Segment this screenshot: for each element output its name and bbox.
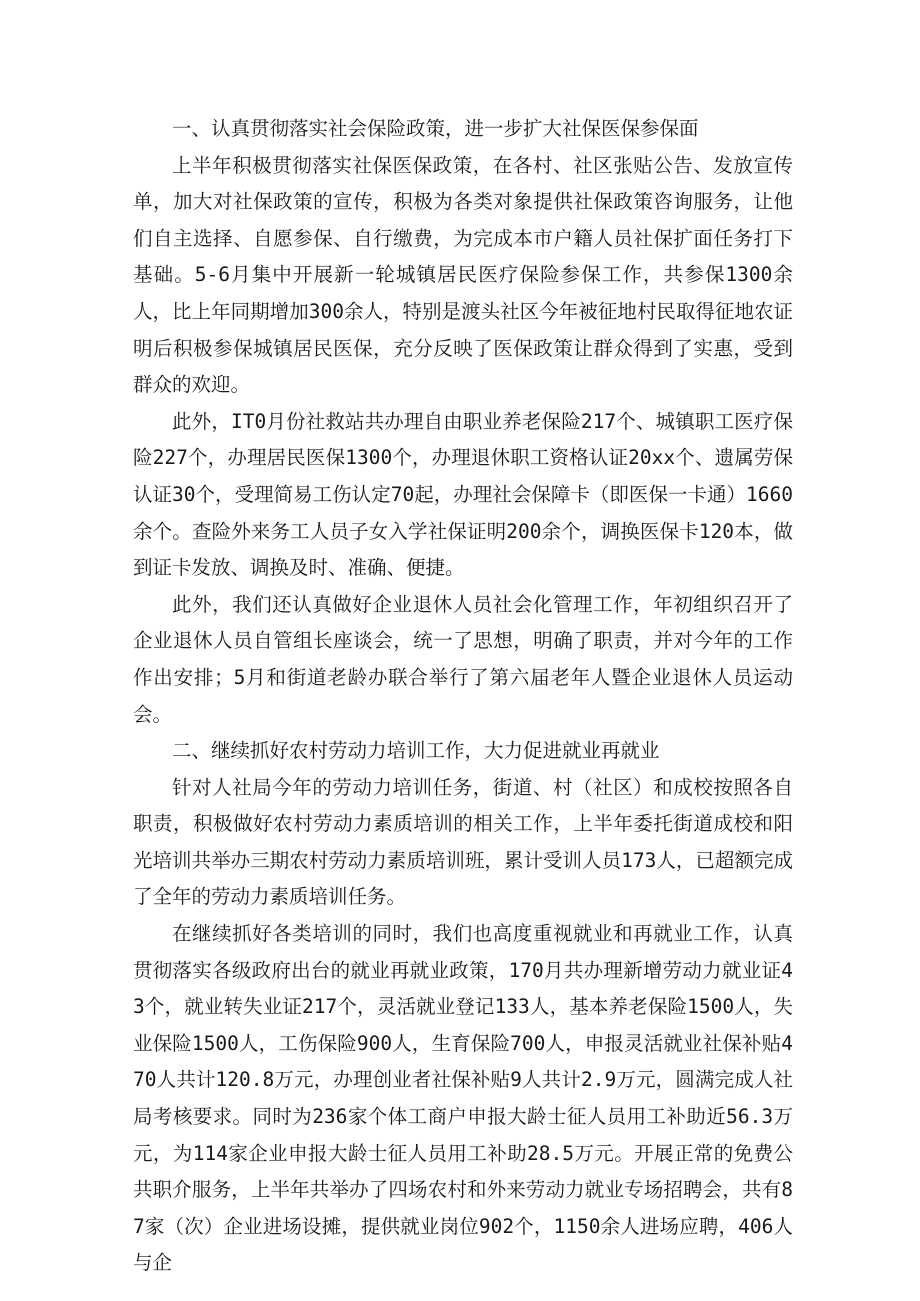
paragraph-1: 上半年积极贯彻落实社保医保政策，在各村、社区张贴公告、发放宣传单，加大对社保政策的宣传，积极为各类对象提供社保政策咨询服务，让他们自主选择、自愿参保、自行缴费，为完成本市户籍人员社保扩面任务打下基础。5-6月集中开展新一轮城镇居民医疗保险参保工作，共参保1300余人，比上年同期增加300余人，特别是渡头社区今年被征地村民取得征地农证明后积极参保城镇居民医保，充分反映了医保政策让群众得到了实惠，受到群众的欢迎。 (133, 153, 793, 397)
paragraph-5: 在继续抓好各类培训的同时，我们也高度重视就业和再就业工作，认真贯彻落实各级政府出台的就业再就业政策，170月共办理新增劳动力就业证43个，就业转失业证217个，灵活就业登记133人，基本养老保险1500人，失业保险1500人，工伤保险900人，生育保险700人，申报灵活就业社保补贴470人共计120.8万元，办理创业者社保补贴9人共计2.9万元，圆满完成人社局考核要求。同时为236家个体工商户申报大龄士征人员用工补助近56.3万元，为114家企业申报大龄士征人员用工补助28.5万元。开展正常的免费公共职介服务，上半年共举办了四场农村和外来劳动力就业专场招聘会，共有87家（次）企业进场设摊，提供就业岗位902个，1150余人进场应聘，406人与企 (133, 922, 793, 1275)
section-heading-1: 一、认真贯彻落实社会保险政策，进一步扩大社保医保参保面 (172, 117, 699, 140)
paragraph-3: 此外，我们还认真做好企业退休人员社会化管理工作，年初组织召开了企业退休人员自管组长座谈会，统一了思想，明确了职责，并对今年的工作作出安排；5月和街道老龄办联合举行了第六届老年人暨企业退休人员运动会。 (133, 592, 793, 726)
paragraph-2: 此外，IT0月份社救站共办理自由职业养老保险217个、城镇职工医疗保险227个，办理居民医保1300个，办理退休职工资格认证20xx个、遗属劳保认证30个，受理简易工伤认定70起，办理社会保障卡（即医保一卡通）1660余个。查险外来务工人员子女入学社保证明200余个，调换医保卡120本，做到证卡发放、调换及时、准确、便捷。 (133, 409, 793, 580)
document-page (133, 111, 793, 1282)
paragraph-4: 针对人社局今年的劳动力培训任务，街道、村（社区）和成校按照各自职责，积极做好农村劳动力素质培训的相关工作，上半年委托街道成校和阳光培训共举办三期农村劳动力素质培训班，累计受训人员173人，已超额完成了全年的劳动力素质培训任务。 (133, 775, 793, 909)
section-heading-2: 二、继续抓好农村劳动力培训工作，大力促进就业再就业 (172, 739, 660, 763)
